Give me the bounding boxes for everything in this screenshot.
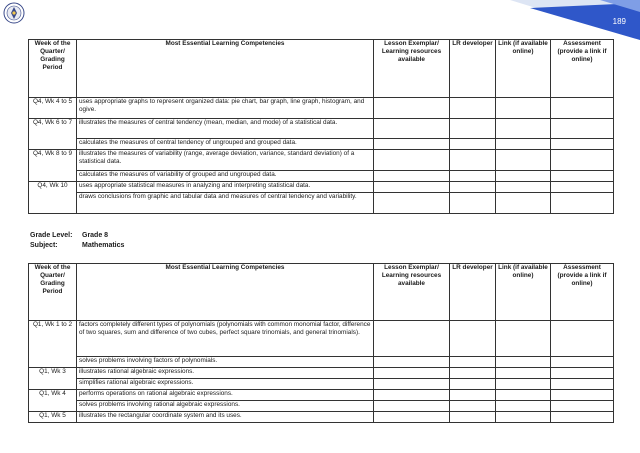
table-row: [29, 412, 614, 423]
week-cell: Q1, Wk 1 to 2: [29, 321, 77, 368]
competency-cell: illustrates the measures of central tendency (mean, median, and mode) of a statistical data.: [77, 119, 374, 139]
week-cell: Q1, Wk 5: [29, 412, 77, 423]
header-competencies: Most Essential Learning Competencies: [77, 264, 374, 321]
competency-cell: simplifies rational algebraic expressions.: [77, 379, 374, 390]
header-week: Week of the Quarter/ Grading Period: [29, 264, 77, 321]
header-competencies: Most Essential Learning Competencies: [77, 40, 374, 98]
table-row: [29, 139, 614, 150]
page-number: 189: [612, 17, 626, 26]
competencies-table-1: [28, 39, 614, 214]
header-lr-developer: LR developer: [450, 264, 496, 321]
header-assessment: Assessment (provide a link if online): [551, 40, 614, 98]
deped-seal-icon: [3, 2, 25, 24]
table-row: [29, 368, 614, 379]
competency-cell: solves problems involving rational algebraic expressions.: [77, 401, 374, 412]
week-cell: Q4, Wk 4 to 5: [29, 98, 77, 119]
table-row: [29, 182, 614, 193]
competency-cell: solves problems involving factors of polynomials.: [77, 357, 374, 368]
header-lr-developer: LR developer: [450, 40, 496, 98]
table-row: [29, 98, 614, 119]
subject-value: Mathematics: [82, 242, 125, 249]
header-lesson-exemplar: Lesson Exemplar/ Learning resources available: [374, 264, 450, 321]
table-row: [29, 119, 614, 139]
table-row: [29, 401, 614, 412]
grade-level-value: Grade 8: [82, 232, 109, 239]
grade-level-label: Grade Level:: [30, 232, 73, 239]
competency-cell: calculates the measures of variability of grouped and ungrouped data.: [77, 171, 374, 182]
table-row: [29, 321, 614, 357]
header-link: Link (if available online): [496, 40, 551, 98]
table-row: [29, 193, 614, 214]
week-cell: Q4, Wk 6 to 7: [29, 119, 77, 150]
competency-cell: draws conclusions from graphic and tabular data and measures of central tendency and variability.: [77, 193, 374, 214]
competency-cell: illustrates the measures of variability (range, average deviation, variance, standard deviation) of a statistical data.: [77, 150, 374, 171]
table-row: [29, 150, 614, 171]
competencies-table-2: [28, 263, 614, 423]
header-lesson-exemplar: Lesson Exemplar/ Learning resources available: [374, 40, 450, 98]
table-row: [29, 357, 614, 368]
competency-cell: uses appropriate statistical measures in analyzing and interpreting statistical data.: [77, 182, 374, 193]
competency-cell: illustrates the rectangular coordinate system and its uses.: [77, 412, 374, 423]
table-row: [29, 390, 614, 401]
table-row: [29, 171, 614, 182]
grade-info: [30, 231, 124, 251]
competency-cell: uses appropriate graphs to represent organized data: pie chart, bar graph, line graph, histogram, and ogive.: [77, 98, 374, 119]
week-cell: Q1, Wk 3: [29, 368, 77, 390]
week-cell: Q1, Wk 4: [29, 390, 77, 412]
table-row: [29, 379, 614, 390]
header-week: Week of the Quarter/ Grading Period: [29, 40, 77, 98]
competency-cell: performs operations on rational algebraic expressions.: [77, 390, 374, 401]
week-cell: Q4, Wk 8 to 9: [29, 150, 77, 182]
header-assessment: Assessment (provide a link if online): [551, 264, 614, 321]
competency-cell: illustrates rational algebraic expressions.: [77, 368, 374, 379]
subject-label: Subject:: [30, 242, 58, 249]
competency-cell: factors completely different types of polynomials (polynomials with common monomial factor, difference of two squares, sum and difference of two cubes, perfect square trinomials, and general trinomials).: [77, 321, 374, 357]
competency-cell: calculates the measures of central tendency of ungrouped and grouped data.: [77, 139, 374, 150]
header-link: Link (if available online): [496, 264, 551, 321]
week-cell: Q4, Wk 10: [29, 182, 77, 214]
